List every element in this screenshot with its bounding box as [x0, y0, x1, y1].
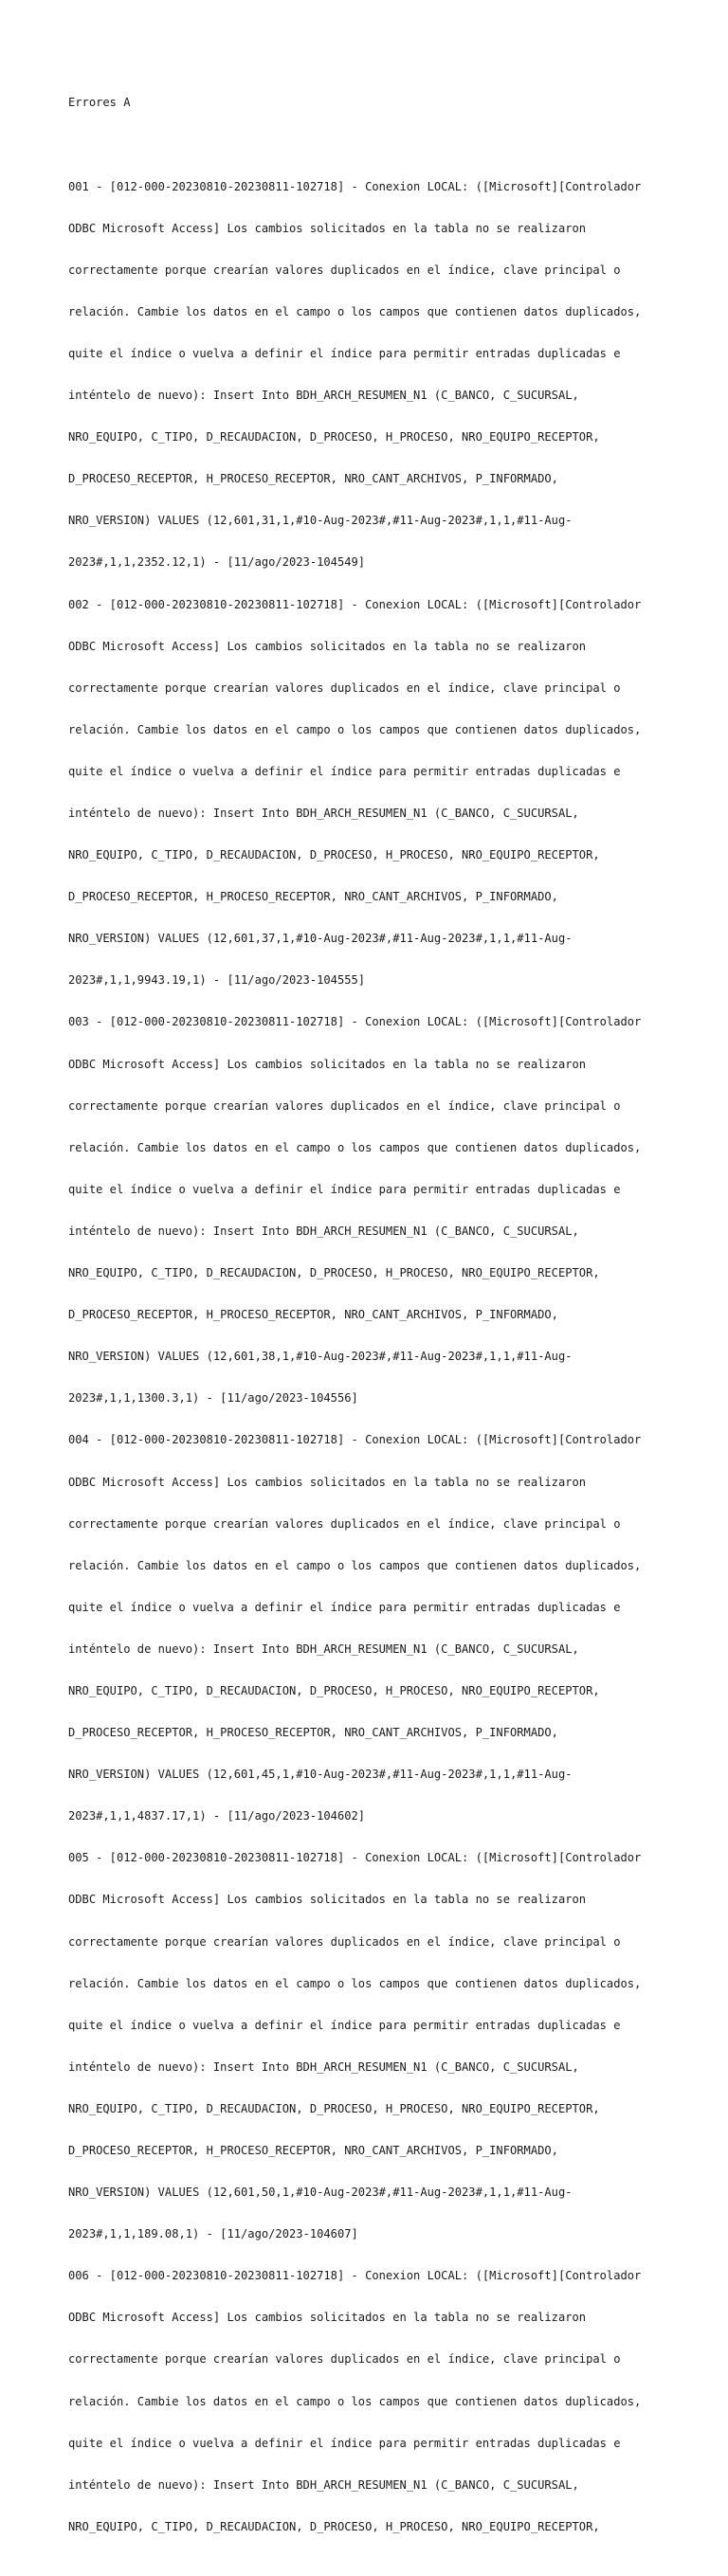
text-line: D_PROCESO_RECEPTOR, H_PROCESO_RECEPTOR, NRO_CANT_ARCHIVOS, P_INFORMADO, — [68, 1726, 558, 1740]
text-line: quite el índice o vuelva a definir el índice para permitir entradas duplicadas e — [68, 764, 621, 778]
text-line: correctamente porque crearían valores duplicados en el índice, clave principal o — [68, 263, 621, 277]
text-line: correctamente porque crearían valores duplicados en el índice, clave principal o — [68, 1516, 621, 1531]
text-line: D_PROCESO_RECEPTOR, H_PROCESO_RECEPTOR, NRO_CANT_ARCHIVOS, P_INFORMADO, — [68, 2144, 558, 2158]
text-line: inténtelo de nuevo): Insert Into BDH_ARCH_RESUMEN_N1 (C_BANCO, C_SUCURSAL, — [68, 1224, 579, 1238]
document-body — [68, 152, 722, 2562]
text-line: correctamente porque crearían valores duplicados en el índice, clave principal o — [68, 1098, 621, 1113]
text-line: NRO_EQUIPO, C_TIPO, D_RECAUDACION, D_PROCESO, H_PROCESO, NRO_EQUIPO_RECEPTOR, — [68, 848, 600, 862]
text-line: D_PROCESO_RECEPTOR, H_PROCESO_RECEPTOR, NRO_CANT_ARCHIVOS, P_INFORMADO, — [68, 472, 558, 486]
text-line: relación. Cambie los datos en el campo o los campos que contienen datos duplicados, — [68, 1558, 642, 1572]
text-line: ODBC Microsoft Access] Los cambios solicitados en la tabla no se realizaron — [68, 639, 587, 653]
text-line: 001 - [012-000-20230810-20230811-102718] - Conexion LOCAL: ([Microsoft][Controlador — [68, 179, 642, 193]
text-line: quite el índice o vuelva a definir el índice para permitir entradas duplicadas e — [68, 2436, 621, 2450]
text-line: NRO_VERSION) VALUES (12,601,31,1,#10-Aug-2023#,#11-Aug-2023#,1,1,#11-Aug- — [68, 514, 573, 528]
text-line: 004 - [012-000-20230810-20230811-102718] - Conexion LOCAL: ([Microsoft][Controlador — [68, 1433, 642, 1447]
text-line: NRO_EQUIPO, C_TIPO, D_RECAUDACION, D_PROCESO, H_PROCESO, NRO_EQUIPO_RECEPTOR, — [68, 1683, 600, 1697]
text-line: NRO_EQUIPO, C_TIPO, D_RECAUDACION, D_PROCESO, H_PROCESO, NRO_EQUIPO_RECEPTOR, — [68, 2519, 600, 2533]
text-line: correctamente porque crearían valores duplicados en el índice, clave principal o — [68, 1934, 621, 1949]
text-line: 2023#,1,1,189.08,1) - [11/ago/2023-104607] — [68, 2227, 358, 2241]
text-line: 005 - [012-000-20230810-20230811-102718] - Conexion LOCAL: ([Microsoft][Controlador — [68, 1851, 642, 1865]
text-line: ODBC Microsoft Access] Los cambios solicitados en la tabla no se realizaron — [68, 1057, 587, 1071]
document-title: Errores A — [68, 96, 131, 110]
text-line: quite el índice o vuelva a definir el índice para permitir entradas duplicadas e — [68, 2018, 621, 2032]
text-line: 2023#,1,1,9943.19,1) - [11/ago/2023-104555] — [68, 973, 366, 988]
text-line: relación. Cambie los datos en el campo o los campos que contienen datos duplicados, — [68, 1976, 642, 1990]
text-line: NRO_EQUIPO, C_TIPO, D_RECAUDACION, D_PROCESO, H_PROCESO, NRO_EQUIPO_RECEPTOR, — [68, 430, 600, 444]
text-line: ODBC Microsoft Access] Los cambios solicitados en la tabla no se realizaron — [68, 221, 587, 235]
text-line: 2023#,1,1,1300.3,1) - [11/ago/2023-104556] — [68, 1391, 358, 1406]
text-line: inténtelo de nuevo): Insert Into BDH_ARCH_RESUMEN_N1 (C_BANCO, C_SUCURSAL, — [68, 807, 579, 821]
text-line: D_PROCESO_RECEPTOR, H_PROCESO_RECEPTOR, NRO_CANT_ARCHIVOS, P_INFORMADO, — [68, 890, 558, 904]
text-line: quite el índice o vuelva a definir el índice para permitir entradas duplicadas e — [68, 1182, 621, 1196]
text-line: 002 - [012-000-20230810-20230811-102718] - Conexion LOCAL: ([Microsoft][Controlador — [68, 597, 642, 611]
text-line: ODBC Microsoft Access] Los cambios solicitados en la tabla no se realizaron — [68, 1893, 587, 1907]
text-line: 2023#,1,1,2352.12,1) - [11/ago/2023-104549] — [68, 555, 366, 570]
text-line: NRO_VERSION) VALUES (12,601,37,1,#10-Aug-2023#,#11-Aug-2023#,1,1,#11-Aug- — [68, 932, 573, 946]
text-line: correctamente porque crearían valores duplicados en el índice, clave principal o — [68, 680, 621, 695]
text-line: NRO_VERSION) VALUES (12,601,38,1,#10-Aug-2023#,#11-Aug-2023#,1,1,#11-Aug- — [68, 1350, 573, 1364]
text-line: D_PROCESO_RECEPTOR, H_PROCESO_RECEPTOR, NRO_CANT_ARCHIVOS, P_INFORMADO, — [68, 1308, 558, 1322]
text-line: NRO_EQUIPO, C_TIPO, D_RECAUDACION, D_PROCESO, H_PROCESO, NRO_EQUIPO_RECEPTOR, — [68, 1266, 600, 1280]
text-line: ODBC Microsoft Access] Los cambios solicitados en la tabla no se realizaron — [68, 1475, 587, 1489]
text-line: inténtelo de nuevo): Insert Into BDH_ARCH_RESUMEN_N1 (C_BANCO, C_SUCURSAL, — [68, 389, 579, 403]
text-line: inténtelo de nuevo): Insert Into BDH_ARCH_RESUMEN_N1 (C_BANCO, C_SUCURSAL, — [68, 2059, 579, 2074]
text-line: NRO_VERSION) VALUES (12,601,45,1,#10-Aug-2023#,#11-Aug-2023#,1,1,#11-Aug- — [68, 1768, 573, 1782]
text-line: relación. Cambie los datos en el campo o los campos que contienen datos duplicados, — [68, 2394, 642, 2408]
text-line: 2023#,1,1,4837.17,1) - [11/ago/2023-104602] — [68, 1809, 366, 1823]
text-line: relación. Cambie los datos en el campo o los campos que contienen datos duplicados, — [68, 722, 642, 736]
text-line: quite el índice o vuelva a definir el índice para permitir entradas duplicadas e — [68, 1600, 621, 1614]
text-line: relación. Cambie los datos en el campo o los campos que contienen datos duplicados, — [68, 1140, 642, 1154]
text-line: inténtelo de nuevo): Insert Into BDH_ARCH_RESUMEN_N1 (C_BANCO, C_SUCURSAL, — [68, 2477, 579, 2492]
text-line: quite el índice o vuelva a definir el índice para permitir entradas duplicadas e — [68, 346, 621, 360]
text-line: inténtelo de nuevo): Insert Into BDH_ARCH_RESUMEN_N1 (C_BANCO, C_SUCURSAL, — [68, 1642, 579, 1656]
text-line: relación. Cambie los datos en el campo o los campos que contienen datos duplicados, — [68, 304, 642, 318]
text-line: 003 - [012-000-20230810-20230811-102718] - Conexion LOCAL: ([Microsoft][Controlador — [68, 1015, 642, 1029]
text-line: NRO_VERSION) VALUES (12,601,50,1,#10-Aug-2023#,#11-Aug-2023#,1,1,#11-Aug- — [68, 2186, 573, 2200]
document-page — [68, 68, 722, 2576]
text-line: ODBC Microsoft Access] Los cambios solicitados en la tabla no se realizaron — [68, 2311, 587, 2325]
text-line: 006 - [012-000-20230810-20230811-102718] - Conexion LOCAL: ([Microsoft][Controlador — [68, 2269, 642, 2283]
text-line: correctamente porque crearían valores duplicados en el índice, clave principal o — [68, 2352, 621, 2367]
text-line: NRO_EQUIPO, C_TIPO, D_RECAUDACION, D_PROCESO, H_PROCESO, NRO_EQUIPO_RECEPTOR, — [68, 2101, 600, 2115]
